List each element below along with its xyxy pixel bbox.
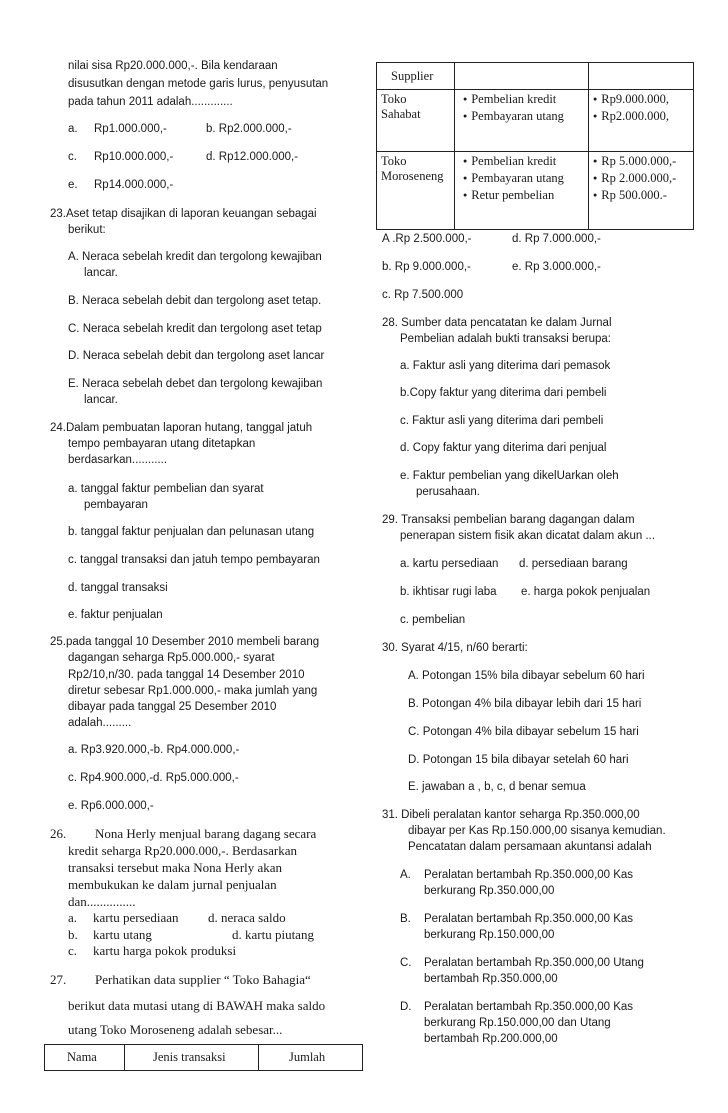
q30-option-c: C. Potongan 4% bila dibayar sebelum 15 hari (408, 726, 639, 738)
q26-option-c-label: c. (68, 943, 78, 958)
q25-stem: Rp2/10,n/30. pada tanggal 14 Desember 2010 (68, 669, 305, 681)
q29-option-b: b. ikhtisar rugi laba (400, 586, 497, 598)
q22-option-e-label: e. (68, 179, 78, 191)
supplier-name-line: Toko (381, 92, 407, 106)
q27-stem: utang Toko Moroseneng adalah sebesar... (68, 1022, 283, 1037)
q29-stem: 29. Transaksi pembelian barang dagangan dalam (382, 514, 635, 526)
q22-line: disusutkan dengan metode garis lurus, penyusutan (68, 78, 329, 90)
q27-option-a: A .Rp 2.500.000,- (382, 233, 472, 245)
q24-stem: 24.Dalam pembuatan laporan hutang, tanggal jatuh (50, 422, 313, 434)
q31-option-c-label: C. (400, 957, 412, 969)
q22-option-c: Rp10.000.000,- (94, 151, 174, 163)
q31-stem: dibayar per Kas Rp.150.000,00 sisanya kemudian. (408, 825, 666, 837)
q31-option-d-label: D. (400, 1001, 412, 1013)
q22-option-a-label: a. (68, 123, 78, 135)
q26-option-b-label: b. (68, 927, 78, 942)
q29-option-a: a. kartu persediaan (400, 558, 499, 570)
q24-option-c: c. tanggal transaksi dan jatuh tempo pembayaran (68, 554, 320, 566)
q24-option-a: pembayaran (84, 499, 148, 511)
q24-stem: tempo pembayaran utang ditetapkan (68, 438, 256, 450)
supplier-name-line: Toko (381, 154, 407, 168)
q28-option-a: a. Faktur asli yang diterima dari pemasok (400, 360, 611, 372)
q28-stem: 28. Sumber data pencatatan ke dalam Jurnal (382, 317, 612, 329)
q27-stem: berikut data mutasi utang di BAWAH maka saldo (68, 998, 326, 1013)
q22-option-a: Rp1.000.000,- (94, 123, 167, 135)
q23-option-a: A. Neraca sebelah kredit dan tergolong kewajiban (68, 251, 322, 263)
q26-option-d: d. neraca saldo (208, 910, 286, 925)
q29-stem: penerapan sistem fisik akan dicatat dalam akun ... (400, 530, 656, 542)
q27-number: 27. (50, 972, 67, 987)
q23-option-c: C. Neraca sebelah kredit dan tergolong aset tetap (68, 323, 322, 335)
q26-option-b: kartu utang (93, 927, 152, 942)
q22-line: pada tahun 2011 adalah............. (68, 96, 233, 108)
q27-option-b: b. Rp 9.000.000,- (382, 261, 471, 273)
q26-stem: kredit seharga Rp20.000.000,-. Berdasarkan (68, 843, 298, 858)
q25-option-ab: a. Rp3.920.000,-b. Rp4.000.000,- (68, 744, 240, 756)
q31-stem: Pencatatan dalam persamaan akuntansi adalah (408, 841, 652, 853)
transaction-item: ● Pembelian kredit (463, 154, 584, 171)
q28-stem: Pembelian adalah bukti transaksi berupa: (400, 333, 611, 345)
q26-option-d2: d. kartu piutang (232, 927, 314, 942)
q28-option-b: b.Copy faktur yang diterima dari pembeli (400, 387, 607, 399)
q26-number: 26. (50, 826, 67, 841)
q23-option-a: lancar. (84, 267, 118, 279)
q23-option-b: B. Neraca sebelah debit dan tergolong aset tetap. (68, 295, 322, 307)
col-jenis-transaksi: Jenis transaksi (125, 1045, 259, 1071)
q30-stem: 30. Syarat 4/15, n/60 berarti: (382, 642, 528, 654)
q27-stem: Perhatikan data supplier “ Toko Bahagia“ (95, 972, 311, 987)
q25-stem: dibayar pada tanggal 25 Desember 2010 (68, 701, 277, 713)
q31-option-c: bertambah Rp.350.000,00 (424, 973, 558, 985)
q25-option-e: e. Rp6.000.000,- (68, 800, 154, 812)
q26-option-c: kartu harga pokok produksi (93, 943, 237, 958)
amount-item: ● Rp 5.000.000,- (593, 154, 689, 171)
q28-option-e: perusahaan. (416, 486, 480, 498)
q28-option-c: c. Faktur asli yang diterima dari pembeli (400, 415, 604, 427)
empty-header (455, 63, 589, 90)
supplier-table (376, 62, 694, 230)
q25-stem: 25.pada tanggal 10 Desember 2010 membeli barang (50, 636, 320, 648)
q26-option-a-label: a. (68, 910, 78, 925)
amount-item: ● Rp 500.000.- (593, 188, 689, 205)
amount-item: ● Rp2.000.000, (593, 109, 689, 126)
q31-option-a: Peralatan bertambah Rp.350.000,00 Kas (424, 869, 634, 881)
transaction-amounts (589, 152, 694, 230)
q22-option-c-label: c. (68, 151, 77, 163)
q24-option-a: a. tanggal faktur pembelian dan syarat (68, 483, 264, 495)
q23-option-e: E. Neraca sebelah debet dan tergolong kewajiban (68, 378, 323, 390)
col-nama: Nama (45, 1045, 125, 1071)
amount-item: ● Rp9.000.000, (593, 92, 689, 109)
q31-option-b: Peralatan bertambah Rp.350.000,00 Kas (424, 913, 634, 925)
transaction-amounts (589, 90, 694, 152)
q31-option-b: berkurang Rp.150.000,00 (424, 929, 555, 941)
q27-option-c: c. Rp 7.500.000 (382, 289, 464, 301)
q31-stem: 31. Dibeli peralatan kantor seharga Rp.350.000,00 (382, 809, 640, 821)
q23-option-e: lancar. (84, 394, 118, 406)
transaction-item: ● Pembelian kredit (463, 92, 584, 109)
q30-option-d: D. Potongan 15 bila dibayar setelah 60 hari (408, 754, 629, 766)
q30-option-e: E. jawaban a , b, c, d benar semua (408, 781, 586, 793)
q22-line: nilai sisa Rp20.000.000,-. Bila kendaraan (68, 60, 278, 72)
q24-option-e: e. faktur penjualan (68, 609, 163, 621)
transaction-item: ● Retur pembelian (463, 188, 584, 205)
q24-stem: berdasarkan........... (68, 454, 168, 466)
transaction-types (455, 152, 589, 230)
empty-header (589, 63, 694, 90)
q23-option-d: D. Neraca sebelah debit dan tergolong aset lancar (68, 350, 325, 362)
transaction-types (455, 90, 589, 152)
supplier-name (377, 90, 455, 152)
q26-stem: Nona Herly menjual barang dagang secara (95, 826, 317, 841)
q31-option-a: berkurang Rp.350.000,00 (424, 885, 555, 897)
q23-stem: berikut: (68, 224, 106, 236)
q23-stem: 23.Aset tetap disajikan di laporan keuangan sebagai (50, 208, 317, 220)
q30-option-b: B. Potongan 4% bila dibayar lebih dari 15 hari (408, 698, 642, 710)
transaction-item: ● Pembayaran utang (463, 171, 584, 188)
q30-option-a: A. Potongan 15% bila dibayar sebelum 60 hari (408, 670, 645, 682)
q25-stem: diretur sebesar Rp1.000.000,- maka jumlah yang (68, 685, 318, 697)
q31-option-d: berkurang Rp.150.000,00 dan Utang (424, 1017, 611, 1029)
amount-item: ● Rp 2.000.000,- (593, 171, 689, 188)
q22-option-b: b. Rp2.000.000,- (206, 123, 292, 135)
q27-option-e: e. Rp 3.000.000,- (512, 261, 601, 273)
q24-option-d: d. tanggal transaksi (68, 582, 168, 594)
supplier-header: Supplier (377, 63, 455, 90)
q31-option-c: Peralatan bertambah Rp.350.000,00 Utang (424, 957, 644, 969)
q27-header-table (44, 1044, 363, 1071)
q22-option-d: d. Rp12.000.000,- (206, 151, 299, 163)
q27-option-d: d. Rp 7.000.000,- (512, 233, 601, 245)
q31-option-d: Peralatan bertambah Rp.350.000,00 Kas (424, 1001, 634, 1013)
col-jumlah: Jumlah (259, 1045, 363, 1071)
transaction-item: ● Pembayaran utang (463, 109, 584, 126)
q25-stem: adalah......... (68, 717, 132, 729)
q31-option-d: bertambah Rp.200.000,00 (424, 1033, 558, 1045)
q29-option-e: e. harga pokok penjualan (521, 586, 651, 598)
q29-option-c: c. pembelian (400, 614, 466, 626)
q31-option-a-label: A. (400, 869, 411, 881)
q26-option-a: kartu persediaan (93, 910, 179, 925)
supplier-name-line: Sahabat (381, 107, 421, 121)
supplier-name (377, 152, 455, 230)
q28-option-d: d. Copy faktur yang diterima dari penjual (400, 442, 607, 454)
q25-stem: dagangan seharga Rp5.000.000,- syarat (68, 652, 275, 664)
q29-option-d: d. persediaan barang (519, 558, 628, 570)
q25-option-cd: c. Rp4.900.000,-d. Rp5.000.000,- (68, 772, 239, 784)
q31-option-b-label: B. (400, 913, 411, 925)
q26-stem: dan............... (68, 894, 136, 909)
q22-option-e: Rp14.000.000,- (94, 179, 174, 191)
q24-option-b: b. tanggal faktur penjualan dan pelunasan utang (68, 526, 315, 538)
q26-stem: transaksi tersebut maka Nona Herly akan (68, 860, 283, 875)
supplier-name-line: Moroseneng (381, 169, 444, 183)
q26-stem: membukukan ke dalam jurnal penjualan (68, 877, 277, 892)
q28-option-e: e. Faktur pembelian yang dikelUarkan oleh (400, 470, 619, 482)
